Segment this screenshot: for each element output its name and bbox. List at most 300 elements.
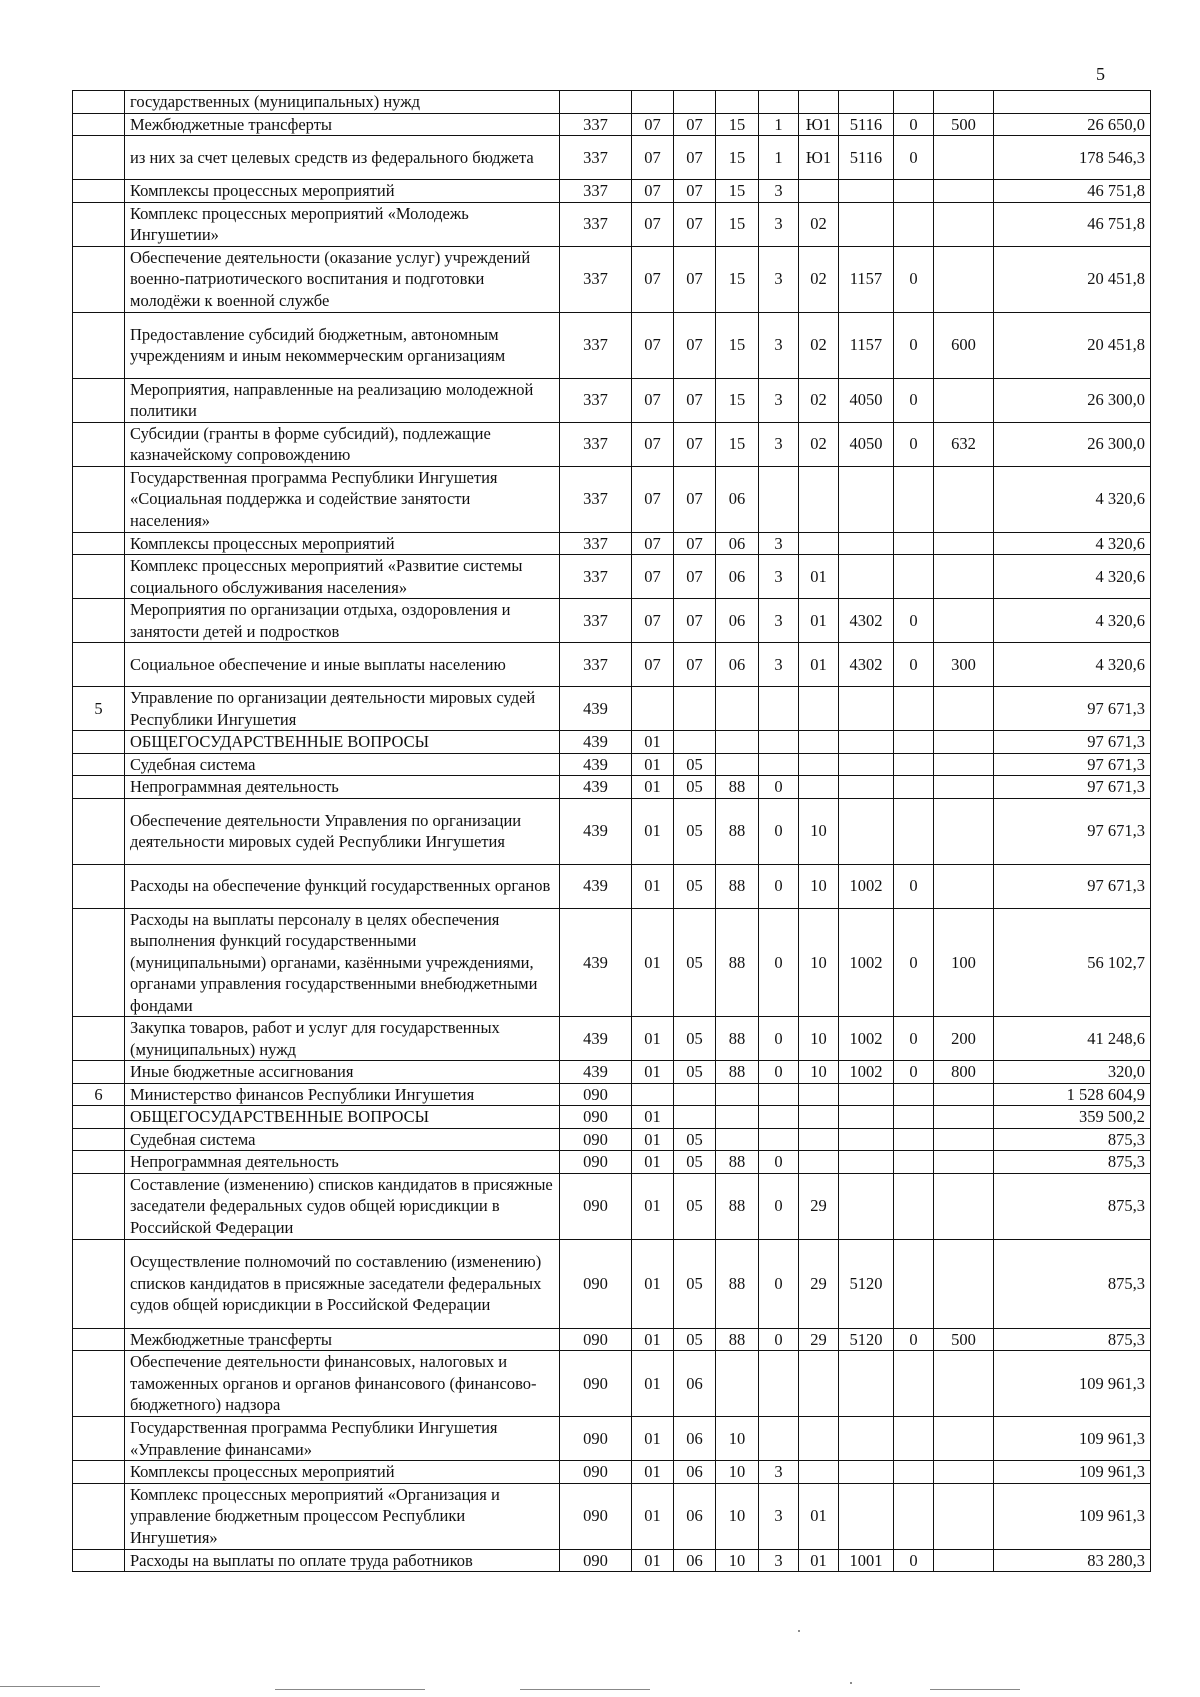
row-number-cell [73, 908, 125, 1017]
code-cell-c1: 337 [560, 202, 632, 246]
code-cell-c6 [799, 466, 839, 532]
table-row [73, 422, 1151, 466]
row-number-cell [73, 1483, 125, 1549]
code-cell-c5: 1 [759, 136, 799, 180]
code-cell-c6: 01 [799, 1549, 839, 1572]
code-cell-c9 [934, 466, 994, 532]
code-cell-c9 [934, 1483, 994, 1549]
code-cell-c3: 05 [674, 753, 716, 776]
code-cell-c8 [894, 1106, 934, 1129]
code-cell-c6: 10 [799, 1017, 839, 1061]
code-cell-c8: 0 [894, 113, 934, 136]
item-name-cell: Мероприятия по организации отдыха, оздоровления и занятости детей и подростков [125, 599, 560, 643]
amount-cell: 97 671,3 [994, 731, 1151, 754]
code-cell-c4: 06 [716, 466, 759, 532]
code-cell-c7: 1002 [839, 908, 894, 1017]
code-cell-c2: 07 [632, 113, 674, 136]
code-cell-c2 [632, 91, 674, 114]
code-cell-c9 [934, 202, 994, 246]
code-cell-c3: 05 [674, 1239, 716, 1328]
code-cell-c7: 5120 [839, 1328, 894, 1351]
code-cell-c2: 01 [632, 731, 674, 754]
code-cell-c3 [674, 731, 716, 754]
row-number-cell [73, 136, 125, 180]
code-cell-c2: 01 [632, 1417, 674, 1461]
code-cell-c8: 0 [894, 864, 934, 908]
code-cell-c8 [894, 1083, 934, 1106]
code-cell-c8: 0 [894, 643, 934, 687]
code-cell-c9 [934, 1128, 994, 1151]
code-cell-c3: 05 [674, 1328, 716, 1351]
code-cell-c2: 07 [632, 532, 674, 555]
code-cell-c7 [839, 555, 894, 599]
code-cell-c2 [632, 1083, 674, 1106]
code-cell-c6: 01 [799, 643, 839, 687]
code-cell-c2: 01 [632, 1106, 674, 1129]
code-cell-c7 [839, 1106, 894, 1129]
code-cell-c3: 07 [674, 202, 716, 246]
code-cell-c7 [839, 1483, 894, 1549]
code-cell-c5: 0 [759, 1061, 799, 1084]
code-cell-c5: 3 [759, 246, 799, 312]
amount-cell: 109 961,3 [994, 1417, 1151, 1461]
item-name-cell: государственных (муниципальных) нужд [125, 91, 560, 114]
code-cell-c5: 0 [759, 1151, 799, 1174]
code-cell-c8: 0 [894, 378, 934, 422]
table-row [73, 1106, 1151, 1129]
code-cell-c3: 07 [674, 466, 716, 532]
amount-cell: 4 320,6 [994, 532, 1151, 555]
amount-cell: 46 751,8 [994, 180, 1151, 203]
code-cell-c1: 337 [560, 180, 632, 203]
amount-cell: 97 671,3 [994, 776, 1151, 799]
code-cell-c8 [894, 731, 934, 754]
item-name-cell: Субсидии (гранты в форме субсидий), подлежащие казначейскому сопровождению [125, 422, 560, 466]
code-cell-c2: 01 [632, 864, 674, 908]
code-cell-c6 [799, 776, 839, 799]
code-cell-c5 [759, 1351, 799, 1417]
table-row [73, 378, 1151, 422]
code-cell-c7 [839, 1083, 894, 1106]
code-cell-c4: 15 [716, 136, 759, 180]
code-cell-c5 [759, 1106, 799, 1129]
item-name-cell: Комплексы процессных мероприятий [125, 180, 560, 203]
row-number-cell [73, 798, 125, 864]
code-cell-c7: 5116 [839, 113, 894, 136]
code-cell-c1: 439 [560, 908, 632, 1017]
code-cell-c6: Ю1 [799, 113, 839, 136]
code-cell-c5: 0 [759, 1017, 799, 1061]
code-cell-c1: 090 [560, 1461, 632, 1484]
amount-cell: 320,0 [994, 1061, 1151, 1084]
code-cell-c5 [759, 91, 799, 114]
code-cell-c4: 06 [716, 555, 759, 599]
amount-cell: 109 961,3 [994, 1351, 1151, 1417]
code-cell-c9 [934, 1351, 994, 1417]
code-cell-c2: 01 [632, 1328, 674, 1351]
code-cell-c5 [759, 753, 799, 776]
scan-artifact-dot [798, 1630, 800, 1632]
code-cell-c3: 07 [674, 312, 716, 378]
code-cell-c1: 439 [560, 753, 632, 776]
code-cell-c2: 01 [632, 1549, 674, 1572]
code-cell-c7: 4050 [839, 422, 894, 466]
code-cell-c1 [560, 91, 632, 114]
code-cell-c8 [894, 1483, 934, 1549]
code-cell-c6 [799, 532, 839, 555]
table-row [73, 91, 1151, 114]
code-cell-c8: 0 [894, 1549, 934, 1572]
amount-cell: 875,3 [994, 1328, 1151, 1351]
code-cell-c3: 05 [674, 1017, 716, 1061]
table-row [73, 466, 1151, 532]
code-cell-c4: 15 [716, 378, 759, 422]
code-cell-c3: 06 [674, 1461, 716, 1484]
row-number-cell [73, 1151, 125, 1174]
code-cell-c2: 07 [632, 180, 674, 203]
code-cell-c7 [839, 180, 894, 203]
code-cell-c1: 090 [560, 1417, 632, 1461]
amount-cell: 875,3 [994, 1128, 1151, 1151]
row-number-cell [73, 1173, 125, 1239]
table-row [73, 532, 1151, 555]
row-number-cell [73, 180, 125, 203]
code-cell-c9 [934, 731, 994, 754]
table-row [73, 731, 1151, 754]
code-cell-c4 [716, 1351, 759, 1417]
code-cell-c4: 88 [716, 1017, 759, 1061]
table-row [73, 202, 1151, 246]
amount-cell: 109 961,3 [994, 1461, 1151, 1484]
code-cell-c3: 05 [674, 1128, 716, 1151]
code-cell-c2: 07 [632, 422, 674, 466]
code-cell-c1: 337 [560, 555, 632, 599]
code-cell-c5 [759, 1083, 799, 1106]
item-name-cell: Государственная программа Республики Ингушетия «Управление финансами» [125, 1417, 560, 1461]
row-number-cell [73, 643, 125, 687]
code-cell-c6 [799, 1461, 839, 1484]
item-name-cell: Расходы на обеспечение функций государственных органов [125, 864, 560, 908]
code-cell-c4: 06 [716, 532, 759, 555]
amount-cell: 109 961,3 [994, 1483, 1151, 1549]
table-body [73, 91, 1151, 1572]
row-number-cell [73, 532, 125, 555]
code-cell-c8 [894, 776, 934, 799]
code-cell-c1: 337 [560, 422, 632, 466]
code-cell-c5: 3 [759, 555, 799, 599]
code-cell-c6 [799, 180, 839, 203]
code-cell-c3: 06 [674, 1351, 716, 1417]
item-name-cell: Комплекс процессных мероприятий «Организация и управление бюджетным процессом Республики Ингушетия» [125, 1483, 560, 1549]
code-cell-c5: 3 [759, 202, 799, 246]
code-cell-c8 [894, 1417, 934, 1461]
code-cell-c5 [759, 731, 799, 754]
row-number-cell [73, 202, 125, 246]
table-row [73, 1461, 1151, 1484]
row-number-cell [73, 378, 125, 422]
amount-cell: 4 320,6 [994, 466, 1151, 532]
code-cell-c9: 100 [934, 908, 994, 1017]
code-cell-c3: 07 [674, 532, 716, 555]
code-cell-c3: 05 [674, 864, 716, 908]
code-cell-c6: 29 [799, 1239, 839, 1328]
table-row [73, 246, 1151, 312]
code-cell-c5 [759, 1128, 799, 1151]
code-cell-c7: 1002 [839, 1017, 894, 1061]
code-cell-c4 [716, 753, 759, 776]
code-cell-c3: 06 [674, 1549, 716, 1572]
code-cell-c8: 0 [894, 1061, 934, 1084]
code-cell-c4: 88 [716, 798, 759, 864]
row-number-cell [73, 1128, 125, 1151]
code-cell-c5: 3 [759, 1549, 799, 1572]
code-cell-c3: 05 [674, 776, 716, 799]
code-cell-c4 [716, 1106, 759, 1129]
code-cell-c1: 337 [560, 312, 632, 378]
table-row [73, 555, 1151, 599]
code-cell-c9 [934, 1083, 994, 1106]
item-name-cell: Социальное обеспечение и иные выплаты населению [125, 643, 560, 687]
item-name-cell: Обеспечение деятельности финансовых, налоговых и таможенных органов и органов финансового (финансово-бюджетного) надзора [125, 1351, 560, 1417]
code-cell-c2: 01 [632, 1017, 674, 1061]
item-name-cell: Судебная система [125, 753, 560, 776]
table-row [73, 864, 1151, 908]
item-name-cell: Непрограммная деятельность [125, 1151, 560, 1174]
item-name-cell: Комплексы процессных мероприятий [125, 532, 560, 555]
code-cell-c4: 15 [716, 422, 759, 466]
code-cell-c5: 3 [759, 532, 799, 555]
scan-artifact-line [0, 1686, 100, 1687]
item-name-cell: Расходы на выплаты по оплате труда работников [125, 1549, 560, 1572]
code-cell-c1: 439 [560, 798, 632, 864]
table-row [73, 1417, 1151, 1461]
code-cell-c9 [934, 1239, 994, 1328]
code-cell-c3: 07 [674, 643, 716, 687]
item-name-cell: Предоставление субсидий бюджетным, автономным учреждениям и иным некоммерческим организациям [125, 312, 560, 378]
item-name-cell: Обеспечение деятельности (оказание услуг) учреждений военно-патриотического воспитания и подготовки молодёжи к военной службе [125, 246, 560, 312]
amount-cell: 178 546,3 [994, 136, 1151, 180]
code-cell-c8: 0 [894, 422, 934, 466]
row-number-cell [73, 113, 125, 136]
amount-cell: 875,3 [994, 1173, 1151, 1239]
code-cell-c7 [839, 776, 894, 799]
amount-cell: 41 248,6 [994, 1017, 1151, 1061]
table-row [73, 599, 1151, 643]
code-cell-c7: 4302 [839, 643, 894, 687]
table-row [73, 643, 1151, 687]
code-cell-c1: 090 [560, 1128, 632, 1151]
code-cell-c9: 800 [934, 1061, 994, 1084]
code-cell-c1: 439 [560, 1017, 632, 1061]
code-cell-c8: 0 [894, 246, 934, 312]
code-cell-c8: 0 [894, 599, 934, 643]
code-cell-c4: 15 [716, 202, 759, 246]
code-cell-c7 [839, 1128, 894, 1151]
scan-artifact-line [275, 1689, 425, 1690]
code-cell-c8: 0 [894, 136, 934, 180]
amount-cell: 97 671,3 [994, 753, 1151, 776]
code-cell-c3: 07 [674, 422, 716, 466]
amount-cell: 4 320,6 [994, 555, 1151, 599]
row-number-cell [73, 864, 125, 908]
code-cell-c8 [894, 202, 934, 246]
code-cell-c3: 07 [674, 599, 716, 643]
code-cell-c7: 1157 [839, 246, 894, 312]
table-row [73, 1017, 1151, 1061]
item-name-cell: ОБЩЕГОСУДАРСТВЕННЫЕ ВОПРОСЫ [125, 731, 560, 754]
code-cell-c8: 0 [894, 312, 934, 378]
code-cell-c2: 07 [632, 599, 674, 643]
code-cell-c6: 10 [799, 908, 839, 1017]
code-cell-c4: 88 [716, 908, 759, 1017]
code-cell-c5: 0 [759, 798, 799, 864]
code-cell-c7: 1002 [839, 864, 894, 908]
row-number-cell [73, 1017, 125, 1061]
code-cell-c2: 01 [632, 1461, 674, 1484]
code-cell-c3: 06 [674, 1417, 716, 1461]
code-cell-c1: 337 [560, 599, 632, 643]
code-cell-c7 [839, 798, 894, 864]
code-cell-c8: 0 [894, 1328, 934, 1351]
row-number-cell [73, 1417, 125, 1461]
code-cell-c1: 090 [560, 1173, 632, 1239]
item-name-cell: Комплекс процессных мероприятий «Молодежь Ингушетии» [125, 202, 560, 246]
code-cell-c2 [632, 687, 674, 731]
code-cell-c1: 337 [560, 378, 632, 422]
code-cell-c4 [716, 687, 759, 731]
code-cell-c1: 090 [560, 1351, 632, 1417]
item-name-cell: Осуществление полномочий по составлению (изменению) списков кандидатов в присяжные заседатели федеральных судов общей юрисдикции в Российской Федерации [125, 1239, 560, 1328]
amount-cell [994, 91, 1151, 114]
code-cell-c4: 10 [716, 1461, 759, 1484]
amount-cell: 97 671,3 [994, 864, 1151, 908]
code-cell-c3: 07 [674, 180, 716, 203]
code-cell-c3: 07 [674, 246, 716, 312]
code-cell-c2: 01 [632, 1151, 674, 1174]
code-cell-c2: 01 [632, 1239, 674, 1328]
code-cell-c5 [759, 1417, 799, 1461]
code-cell-c9: 500 [934, 1328, 994, 1351]
code-cell-c9 [934, 687, 994, 731]
row-number-cell [73, 1061, 125, 1084]
item-name-cell: ОБЩЕГОСУДАРСТВЕННЫЕ ВОПРОСЫ [125, 1106, 560, 1129]
row-number-cell [73, 555, 125, 599]
code-cell-c9 [934, 136, 994, 180]
code-cell-c8 [894, 180, 934, 203]
code-cell-c9 [934, 1173, 994, 1239]
code-cell-c9: 600 [934, 312, 994, 378]
code-cell-c4 [716, 731, 759, 754]
code-cell-c1: 337 [560, 113, 632, 136]
code-cell-c5: 3 [759, 1483, 799, 1549]
code-cell-c7 [839, 1173, 894, 1239]
code-cell-c6: 02 [799, 422, 839, 466]
code-cell-c8 [894, 532, 934, 555]
table-row [73, 180, 1151, 203]
item-name-cell: Мероприятия, направленные на реализацию молодежной политики [125, 378, 560, 422]
code-cell-c4: 15 [716, 246, 759, 312]
code-cell-c2: 07 [632, 246, 674, 312]
code-cell-c4: 10 [716, 1417, 759, 1461]
budget-table [72, 90, 1151, 1572]
code-cell-c8 [894, 687, 934, 731]
code-cell-c3: 07 [674, 555, 716, 599]
code-cell-c8 [894, 753, 934, 776]
row-number-cell [73, 731, 125, 754]
code-cell-c4: 88 [716, 1061, 759, 1084]
amount-cell: 97 671,3 [994, 687, 1151, 731]
code-cell-c6: 10 [799, 798, 839, 864]
code-cell-c4 [716, 91, 759, 114]
row-number-cell [73, 422, 125, 466]
code-cell-c9 [934, 180, 994, 203]
code-cell-c7 [839, 731, 894, 754]
code-cell-c1: 337 [560, 246, 632, 312]
code-cell-c5: 0 [759, 1239, 799, 1328]
code-cell-c4 [716, 1128, 759, 1151]
code-cell-c2: 01 [632, 1483, 674, 1549]
table-row [73, 1239, 1151, 1328]
code-cell-c6: 10 [799, 1061, 839, 1084]
code-cell-c9 [934, 555, 994, 599]
code-cell-c2: 01 [632, 1061, 674, 1084]
code-cell-c6: 02 [799, 246, 839, 312]
code-cell-c9 [934, 246, 994, 312]
code-cell-c5: 0 [759, 1173, 799, 1239]
code-cell-c4 [716, 1083, 759, 1106]
code-cell-c3: 05 [674, 1173, 716, 1239]
code-cell-c1: 090 [560, 1328, 632, 1351]
code-cell-c7 [839, 532, 894, 555]
code-cell-c2: 07 [632, 466, 674, 532]
item-name-cell: Обеспечение деятельности Управления по организации деятельности мировых судей Республики Ингушетия [125, 798, 560, 864]
row-number-cell [73, 1106, 125, 1129]
row-number-cell [73, 312, 125, 378]
table-row [73, 1061, 1151, 1084]
amount-cell: 46 751,8 [994, 202, 1151, 246]
code-cell-c2: 07 [632, 202, 674, 246]
table-row [73, 908, 1151, 1017]
row-number-cell [73, 91, 125, 114]
code-cell-c7 [839, 1461, 894, 1484]
code-cell-c1: 439 [560, 776, 632, 799]
table-row [73, 753, 1151, 776]
code-cell-c4: 06 [716, 643, 759, 687]
code-cell-c6: 01 [799, 599, 839, 643]
row-number-cell [73, 1328, 125, 1351]
table-row [73, 1328, 1151, 1351]
code-cell-c7 [839, 753, 894, 776]
code-cell-c3: 05 [674, 1061, 716, 1084]
code-cell-c6 [799, 91, 839, 114]
code-cell-c9 [934, 1106, 994, 1129]
table-row [73, 1083, 1151, 1106]
code-cell-c9 [934, 1461, 994, 1484]
code-cell-c7: 1157 [839, 312, 894, 378]
code-cell-c9 [934, 753, 994, 776]
code-cell-c6 [799, 1083, 839, 1106]
code-cell-c5: 3 [759, 378, 799, 422]
item-name-cell: Иные бюджетные ассигнования [125, 1061, 560, 1084]
code-cell-c8: 0 [894, 1017, 934, 1061]
code-cell-c7 [839, 687, 894, 731]
row-number-cell [73, 1351, 125, 1417]
code-cell-c6 [799, 1417, 839, 1461]
code-cell-c9 [934, 864, 994, 908]
code-cell-c6 [799, 1128, 839, 1151]
table-row [73, 1173, 1151, 1239]
code-cell-c6: 01 [799, 1483, 839, 1549]
